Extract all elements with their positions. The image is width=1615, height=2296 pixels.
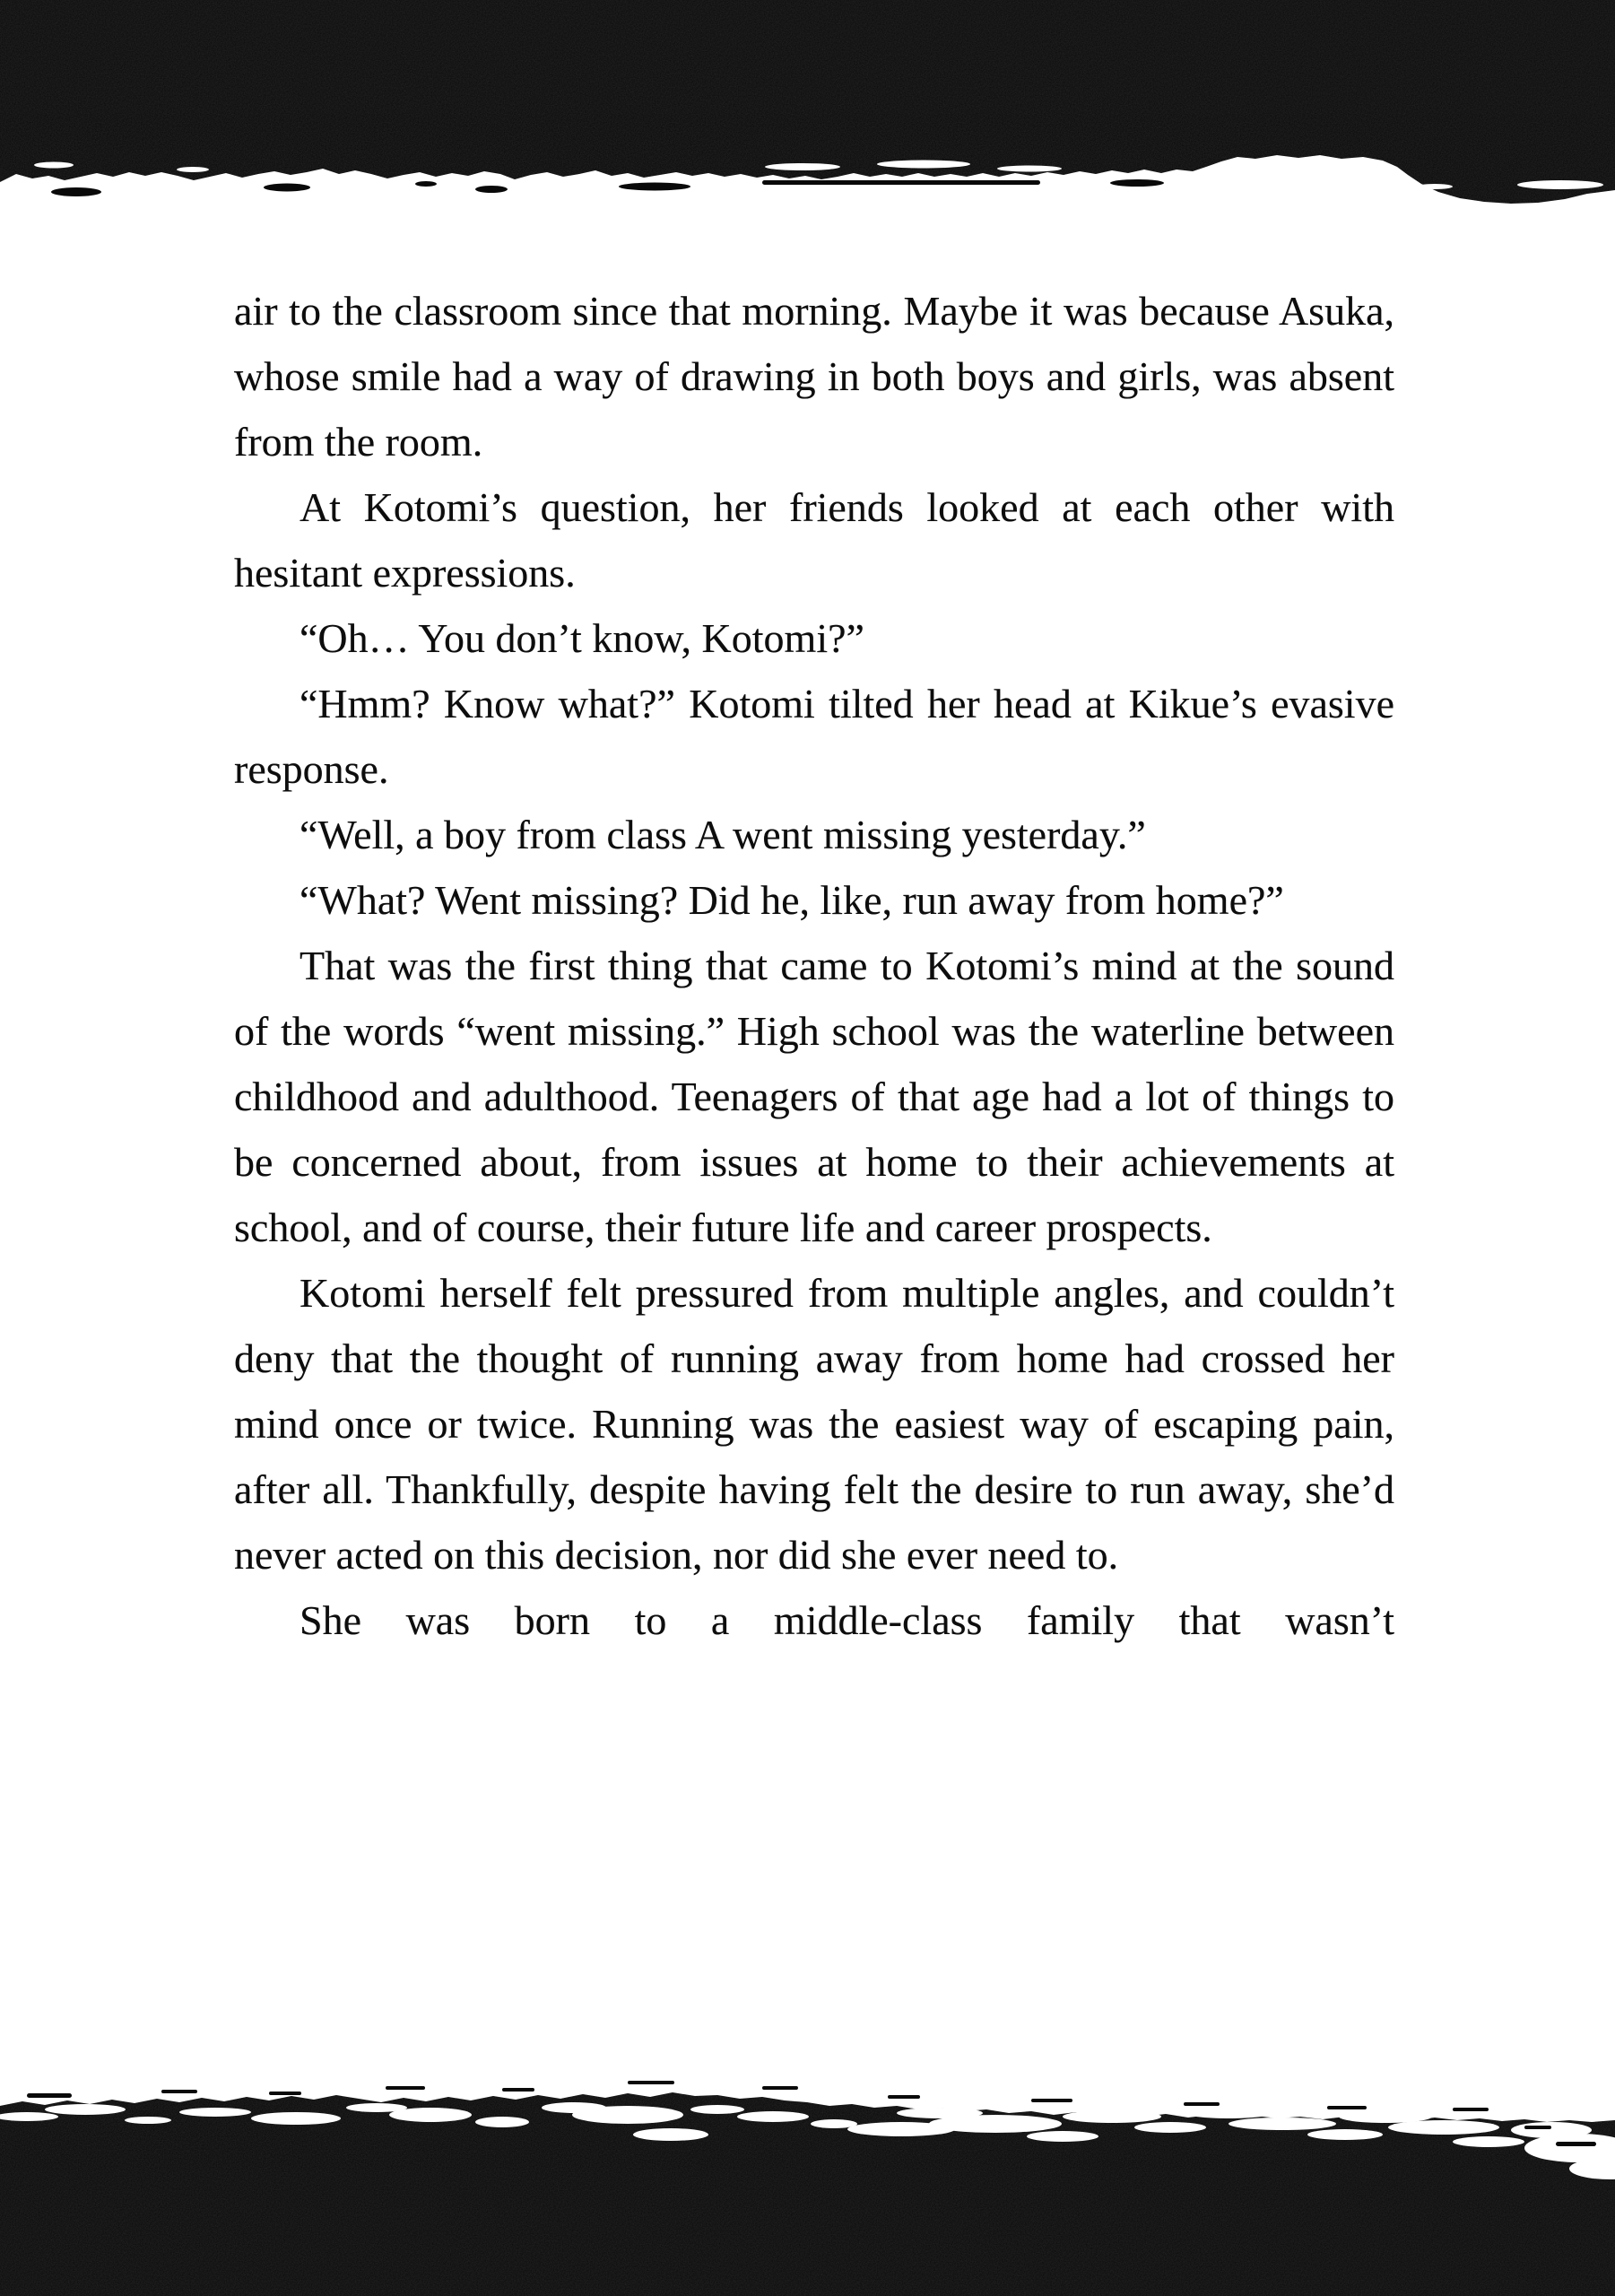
bottom-ink-border xyxy=(0,2063,1615,2296)
paragraph-4: “Hmm? Know what?” Kotomi tilted her head at Kikue’s evasive response. xyxy=(234,681,1394,792)
paragraph-3: “Oh… You don’t know, Kotomi?” xyxy=(300,615,864,661)
top-edge-splatter xyxy=(51,179,1164,196)
top-ink-shape xyxy=(0,0,1615,224)
paragraph-8: Kotomi herself felt pressured from multiple angles, and couldn’t deny that the thought of running away from home had crossed her mind once or twice. Running was the easiest way of escaping pain, after all. Thankfully, despite having felt the desire to run away, she’d never acted on this decision, nor did she ever need to. xyxy=(234,1270,1394,1578)
paragraph-2: At Kotomi’s question, her friends looked at each other with hesitant expressions. xyxy=(234,484,1394,596)
paragraph-9: She was born to a middle-class family that wasn’t xyxy=(300,1597,1394,1643)
bottom-ink-shape xyxy=(0,2063,1615,2296)
top-ink-border xyxy=(0,0,1615,224)
paragraph-7: That was the first thing that came to Kotomi’s mind at the sound of the words “went missing.” High school was the waterline between childhood and adulthood. Teenagers of that age had a lot of things to be concerned about, from issues at home to their achievements at school, and of course, their future life and career prospects. xyxy=(234,943,1394,1250)
paragraph-5: “Well, a boy from class A went missing yesterday.” xyxy=(300,812,1146,857)
paragraph-6: “What? Went missing? Did he, like, run away from home?” xyxy=(300,877,1284,923)
paragraph-1: air to the classroom since that morning. Maybe it was because Asuka, whose smile had a way of drawing in both boys and girls, was absent from the room. xyxy=(234,288,1394,465)
page-text xyxy=(234,278,1394,1653)
